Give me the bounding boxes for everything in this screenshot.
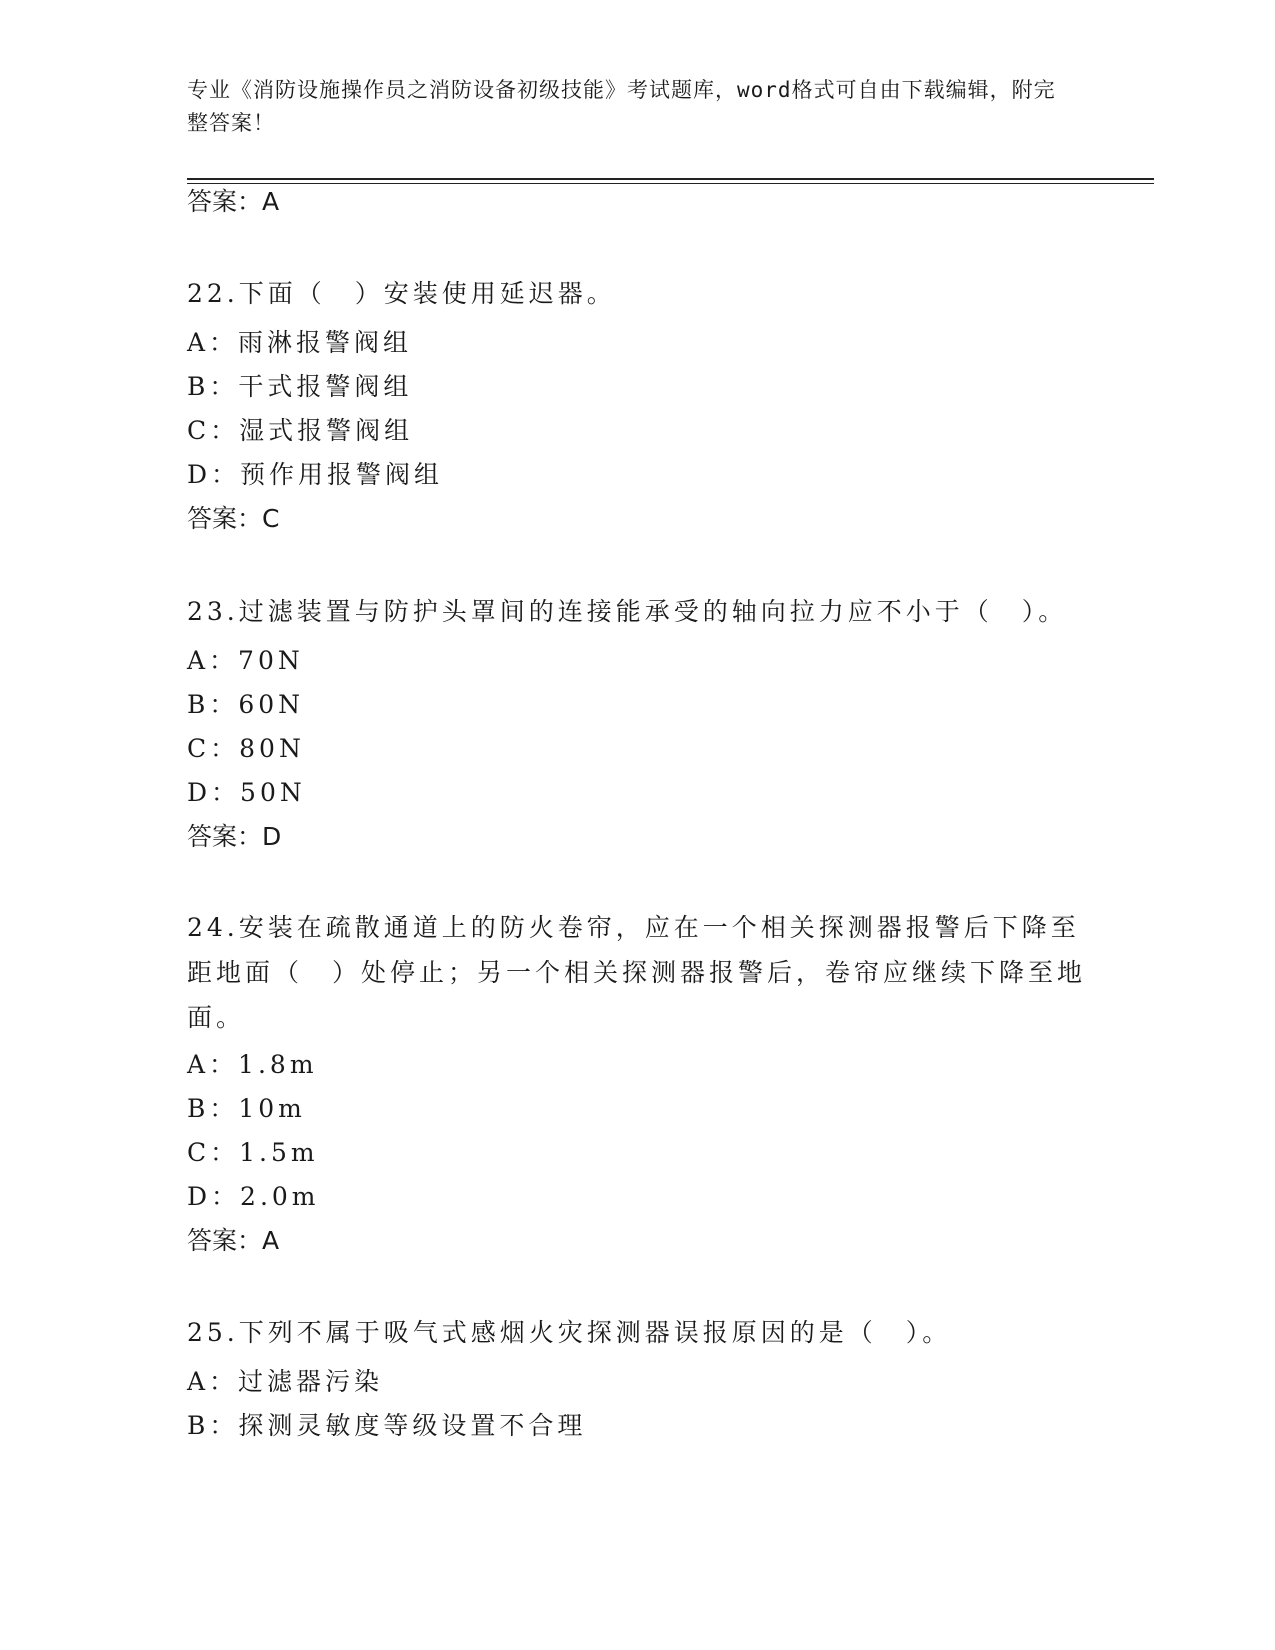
option-25-b: B：探测灵敏度等级设置不合理	[187, 1411, 587, 1440]
option-22-b: B：干式报警阀组	[187, 372, 413, 401]
option-22-c: C：湿式报警阀组	[187, 416, 414, 445]
document-header: 专业《消防设施操作员之消防设备初级技能》考试题库，word格式可自由下载编辑，附完整答案！	[187, 78, 1056, 135]
answer-q23: 答案：D	[187, 822, 282, 851]
question-23: 23.过滤装置与防护头罩间的连接能承受的轴向拉力应不小于（ ）。	[187, 597, 1068, 626]
option-24-a: A：1.8m	[187, 1050, 318, 1079]
answer-q21: 答案：A	[187, 187, 280, 216]
option-22-d: D：预作用报警阀组	[187, 460, 444, 489]
option-25-a: A：过滤器污染	[187, 1367, 384, 1396]
option-24-d: D：2.0m	[187, 1182, 320, 1211]
option-23-c: C：80N	[187, 734, 305, 763]
option-23-b: B：60N	[187, 690, 305, 719]
header-rule-thick	[187, 178, 1154, 180]
question-22: 22.下面（ ）安装使用延迟器。	[187, 279, 616, 308]
option-24-b: B：10m	[187, 1094, 306, 1123]
option-22-a: A：雨淋报警阀组	[187, 328, 413, 357]
option-24-c: C：1.5m	[187, 1138, 319, 1167]
question-24: 24.安装在疏散通道上的防火卷帘，应在一个相关探测器报警后下降至距地面（ ）处停止；另一个相关探测器报警后，卷帘应继续下降至地面。	[187, 913, 1087, 1032]
header-rule-thin	[187, 183, 1154, 184]
answer-q24: 答案：A	[187, 1226, 280, 1255]
option-23-a: A：70N	[187, 646, 304, 675]
option-23-d: D：50N	[187, 778, 306, 807]
question-25: 25.下列不属于吸气式感烟火灾探测器误报原因的是（ ）。	[187, 1318, 952, 1347]
answer-q22: 答案：C	[187, 504, 280, 533]
